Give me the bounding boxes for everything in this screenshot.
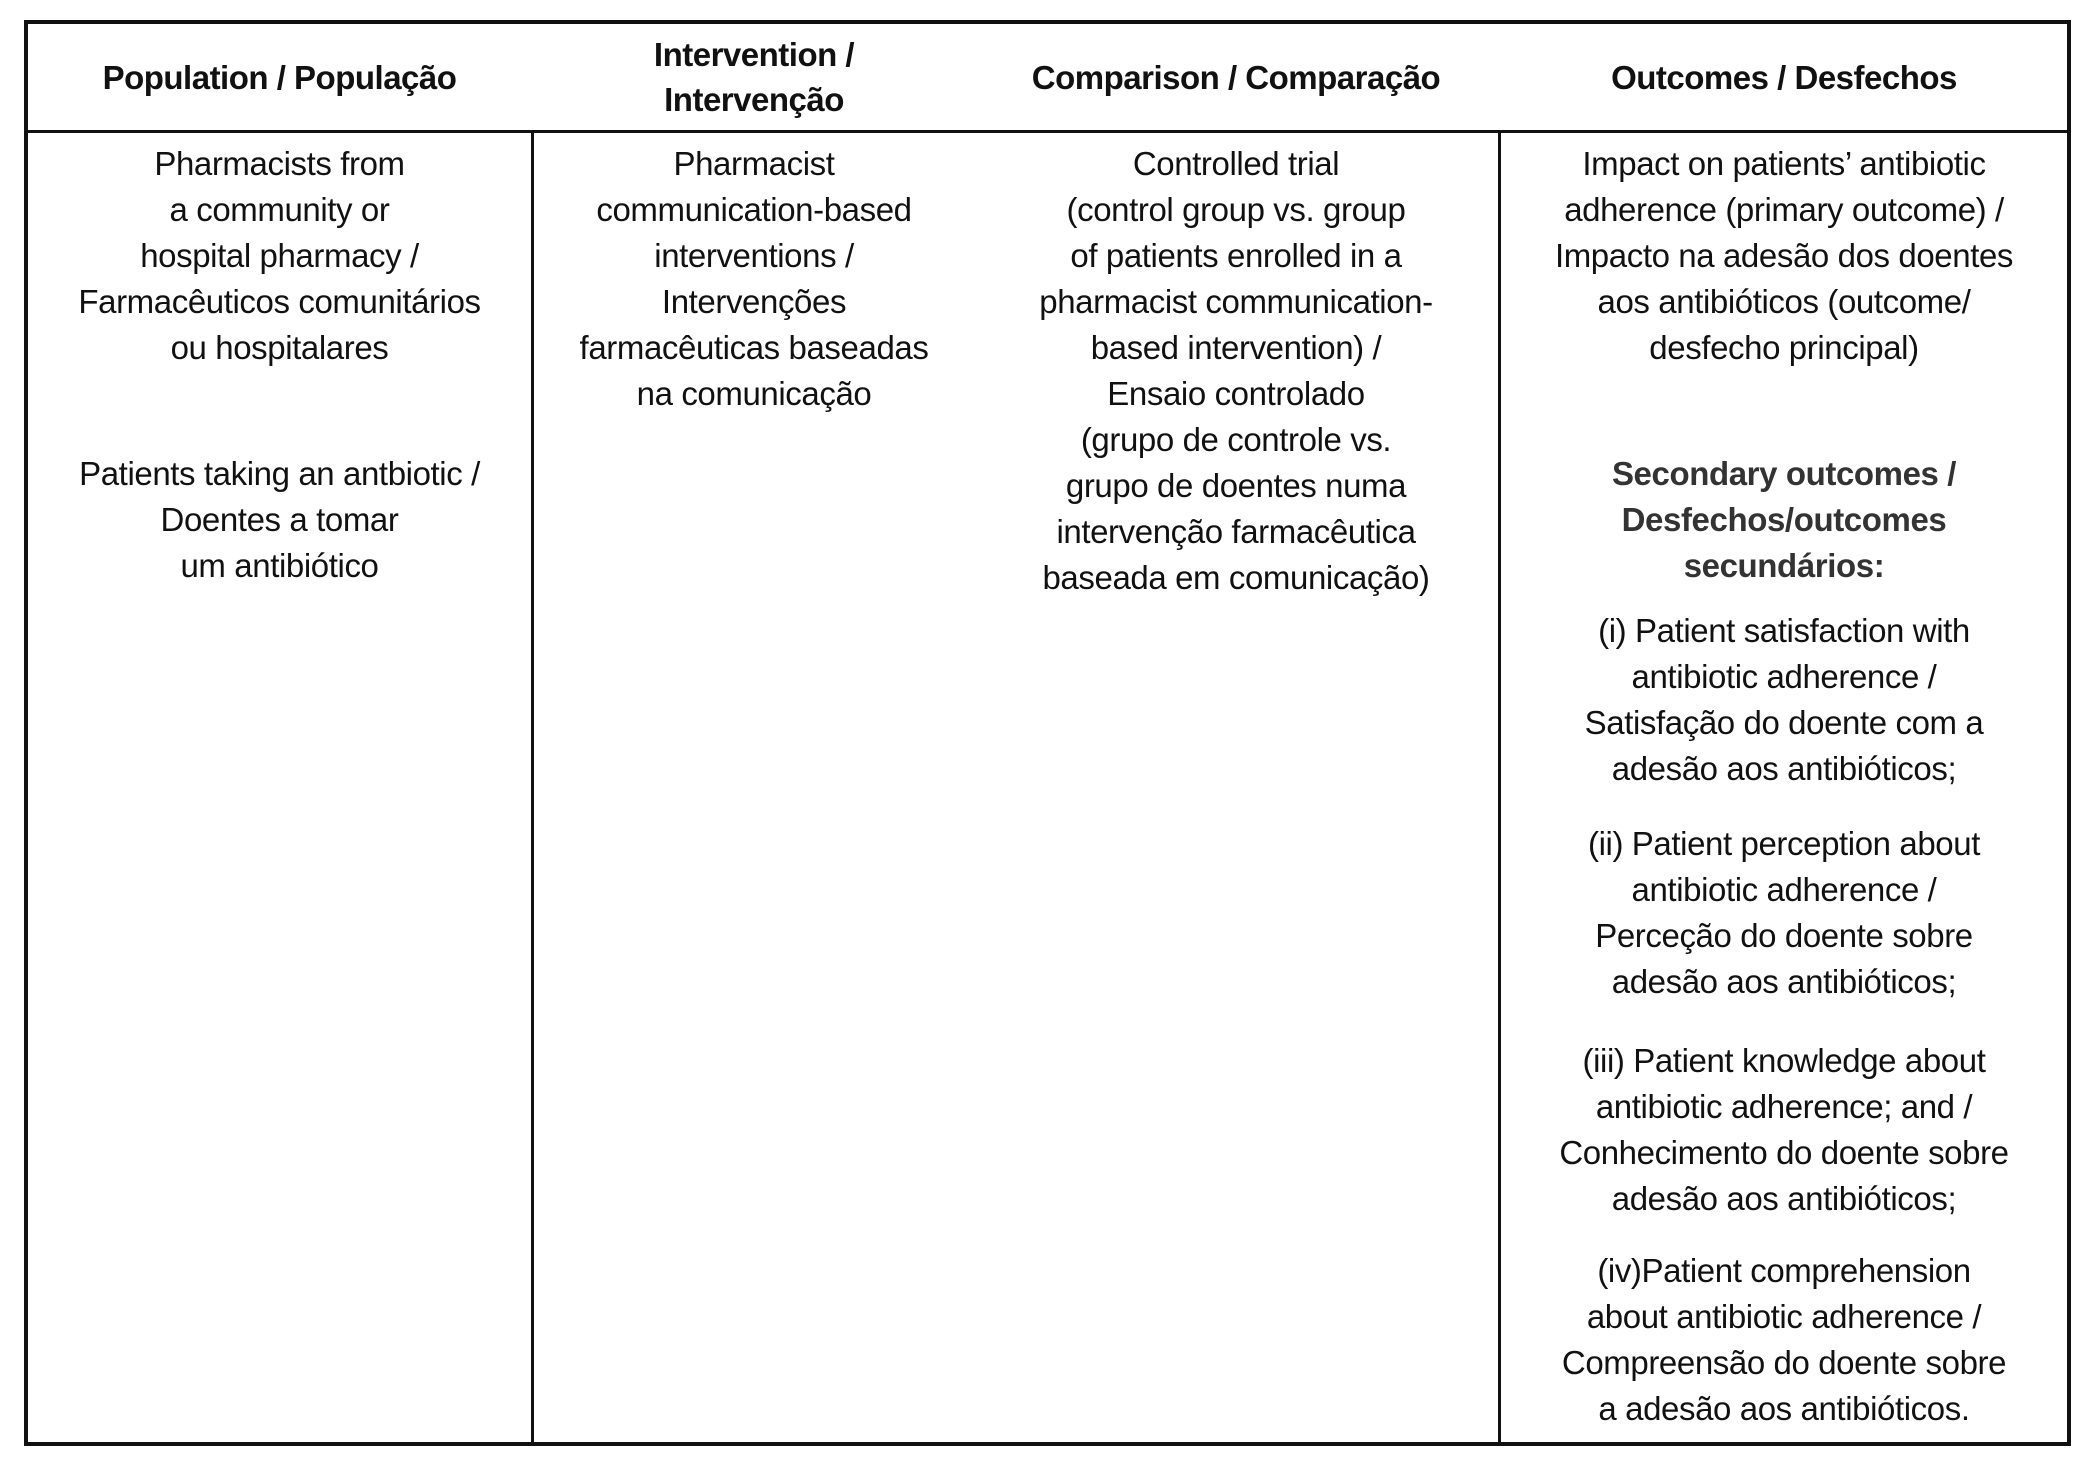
text-line: a adesão aos antibióticos.: [1598, 1390, 1970, 1427]
column-header: [534, 24, 974, 130]
cell-paragraph: [534, 141, 974, 417]
text-line: Patients taking an antbiotic /: [79, 455, 480, 492]
column-header-line: Intervenção: [664, 81, 844, 118]
text-line: Intervenções: [661, 283, 847, 320]
text-line: antibiotic adherence /: [1631, 871, 1937, 908]
text-line: (iv)Patient comprehension: [1597, 1252, 1971, 1289]
text-line: Pharmacist: [673, 145, 835, 182]
text-line: adesão aos antibióticos;: [1611, 963, 1957, 1000]
text-line: (grupo de controle vs.: [1080, 421, 1392, 458]
cell-paragraph: [1501, 141, 2067, 371]
pico-table: [24, 20, 2071, 1446]
text-line: (control group vs. group: [1066, 191, 1406, 228]
column-outcomes: [1501, 24, 2067, 1442]
column-header: [1501, 24, 2067, 130]
text-line: Perceção do doente sobre: [1595, 917, 1973, 954]
column-header-line: Comparison / Comparação: [1031, 58, 1441, 96]
text-line: Secondary outcomes /: [1611, 455, 1957, 492]
text-line: (iii) Patient knowledge about: [1582, 1042, 1986, 1079]
cell-paragraph: [28, 141, 531, 371]
text-line: Ensaio controlado: [1107, 375, 1365, 412]
column-header: [974, 24, 1498, 130]
text-line: Farmacêuticos comunitários: [78, 283, 481, 320]
text-line: farmacêuticas baseadas: [579, 329, 929, 366]
text-line: antibiotic adherence; and /: [1595, 1088, 1973, 1125]
text-line: Desfechos/outcomes: [1621, 501, 1947, 538]
cell-paragraph: [1501, 1038, 2067, 1222]
column-intervention: [534, 24, 974, 1442]
cell-paragraph: [28, 451, 531, 589]
text-line: of patients enrolled in a: [1070, 237, 1402, 274]
text-line: Doentes a tomar: [160, 501, 399, 538]
cell-paragraph: [1501, 608, 2067, 792]
text-line: Conhecimento do doente sobre: [1559, 1134, 2009, 1171]
text-line: (i) Patient satisfaction with: [1598, 612, 1970, 649]
text-line: na comunicação: [636, 375, 872, 412]
text-line: ou hospitalares: [170, 329, 389, 366]
column-population: [28, 24, 531, 1442]
text-line: Satisfação do doente com a: [1584, 704, 1984, 741]
text-line: baseada em comunicação): [1042, 559, 1430, 596]
text-line: adesão aos antibióticos;: [1611, 1180, 1957, 1217]
column-header: [28, 24, 531, 130]
text-line: communication-based: [596, 191, 912, 228]
text-line: Pharmacists from: [154, 145, 405, 182]
cell-paragraph: [1501, 1248, 2067, 1432]
text-line: adherence (primary outcome) /: [1564, 191, 2004, 228]
text-line: secundários:: [1683, 547, 1885, 584]
column-header-line: Intervention /: [653, 36, 855, 73]
text-line: desfecho principal): [1649, 329, 1919, 366]
text-line: (ii) Patient perception about: [1588, 825, 1980, 862]
text-line: grupo de doentes numa: [1065, 467, 1407, 504]
text-line: pharmacist communication-: [1039, 283, 1433, 320]
text-line: about antibiotic adherence /: [1586, 1298, 1982, 1335]
text-line: interventions /: [654, 237, 854, 274]
column-header-line: Population / População: [102, 58, 457, 96]
text-line: Impacto na adesão dos doentes: [1554, 237, 2014, 274]
text-line: um antibiótico: [180, 547, 379, 584]
subheading: [1501, 451, 2067, 589]
text-line: Impact on patients’ antibiotic: [1582, 145, 1986, 182]
text-line: Compreensão do doente sobre: [1561, 1344, 2007, 1381]
text-line: hospital pharmacy /: [140, 237, 419, 274]
text-line: a community or: [169, 191, 390, 228]
text-line: aos antibióticos (outcome/: [1597, 283, 1971, 320]
column-comparison: [974, 24, 1498, 1442]
cell-paragraph: [1501, 821, 2067, 1005]
cell-paragraph: [974, 141, 1498, 601]
text-line: adesão aos antibióticos;: [1611, 750, 1957, 787]
text-line: Controlled trial: [1132, 145, 1340, 182]
text-line: intervenção farmacêutica: [1056, 513, 1416, 550]
column-header-line: Outcomes / Desfechos: [1611, 58, 1957, 96]
text-line: based intervention) /: [1090, 329, 1382, 366]
text-line: antibiotic adherence /: [1631, 658, 1937, 695]
